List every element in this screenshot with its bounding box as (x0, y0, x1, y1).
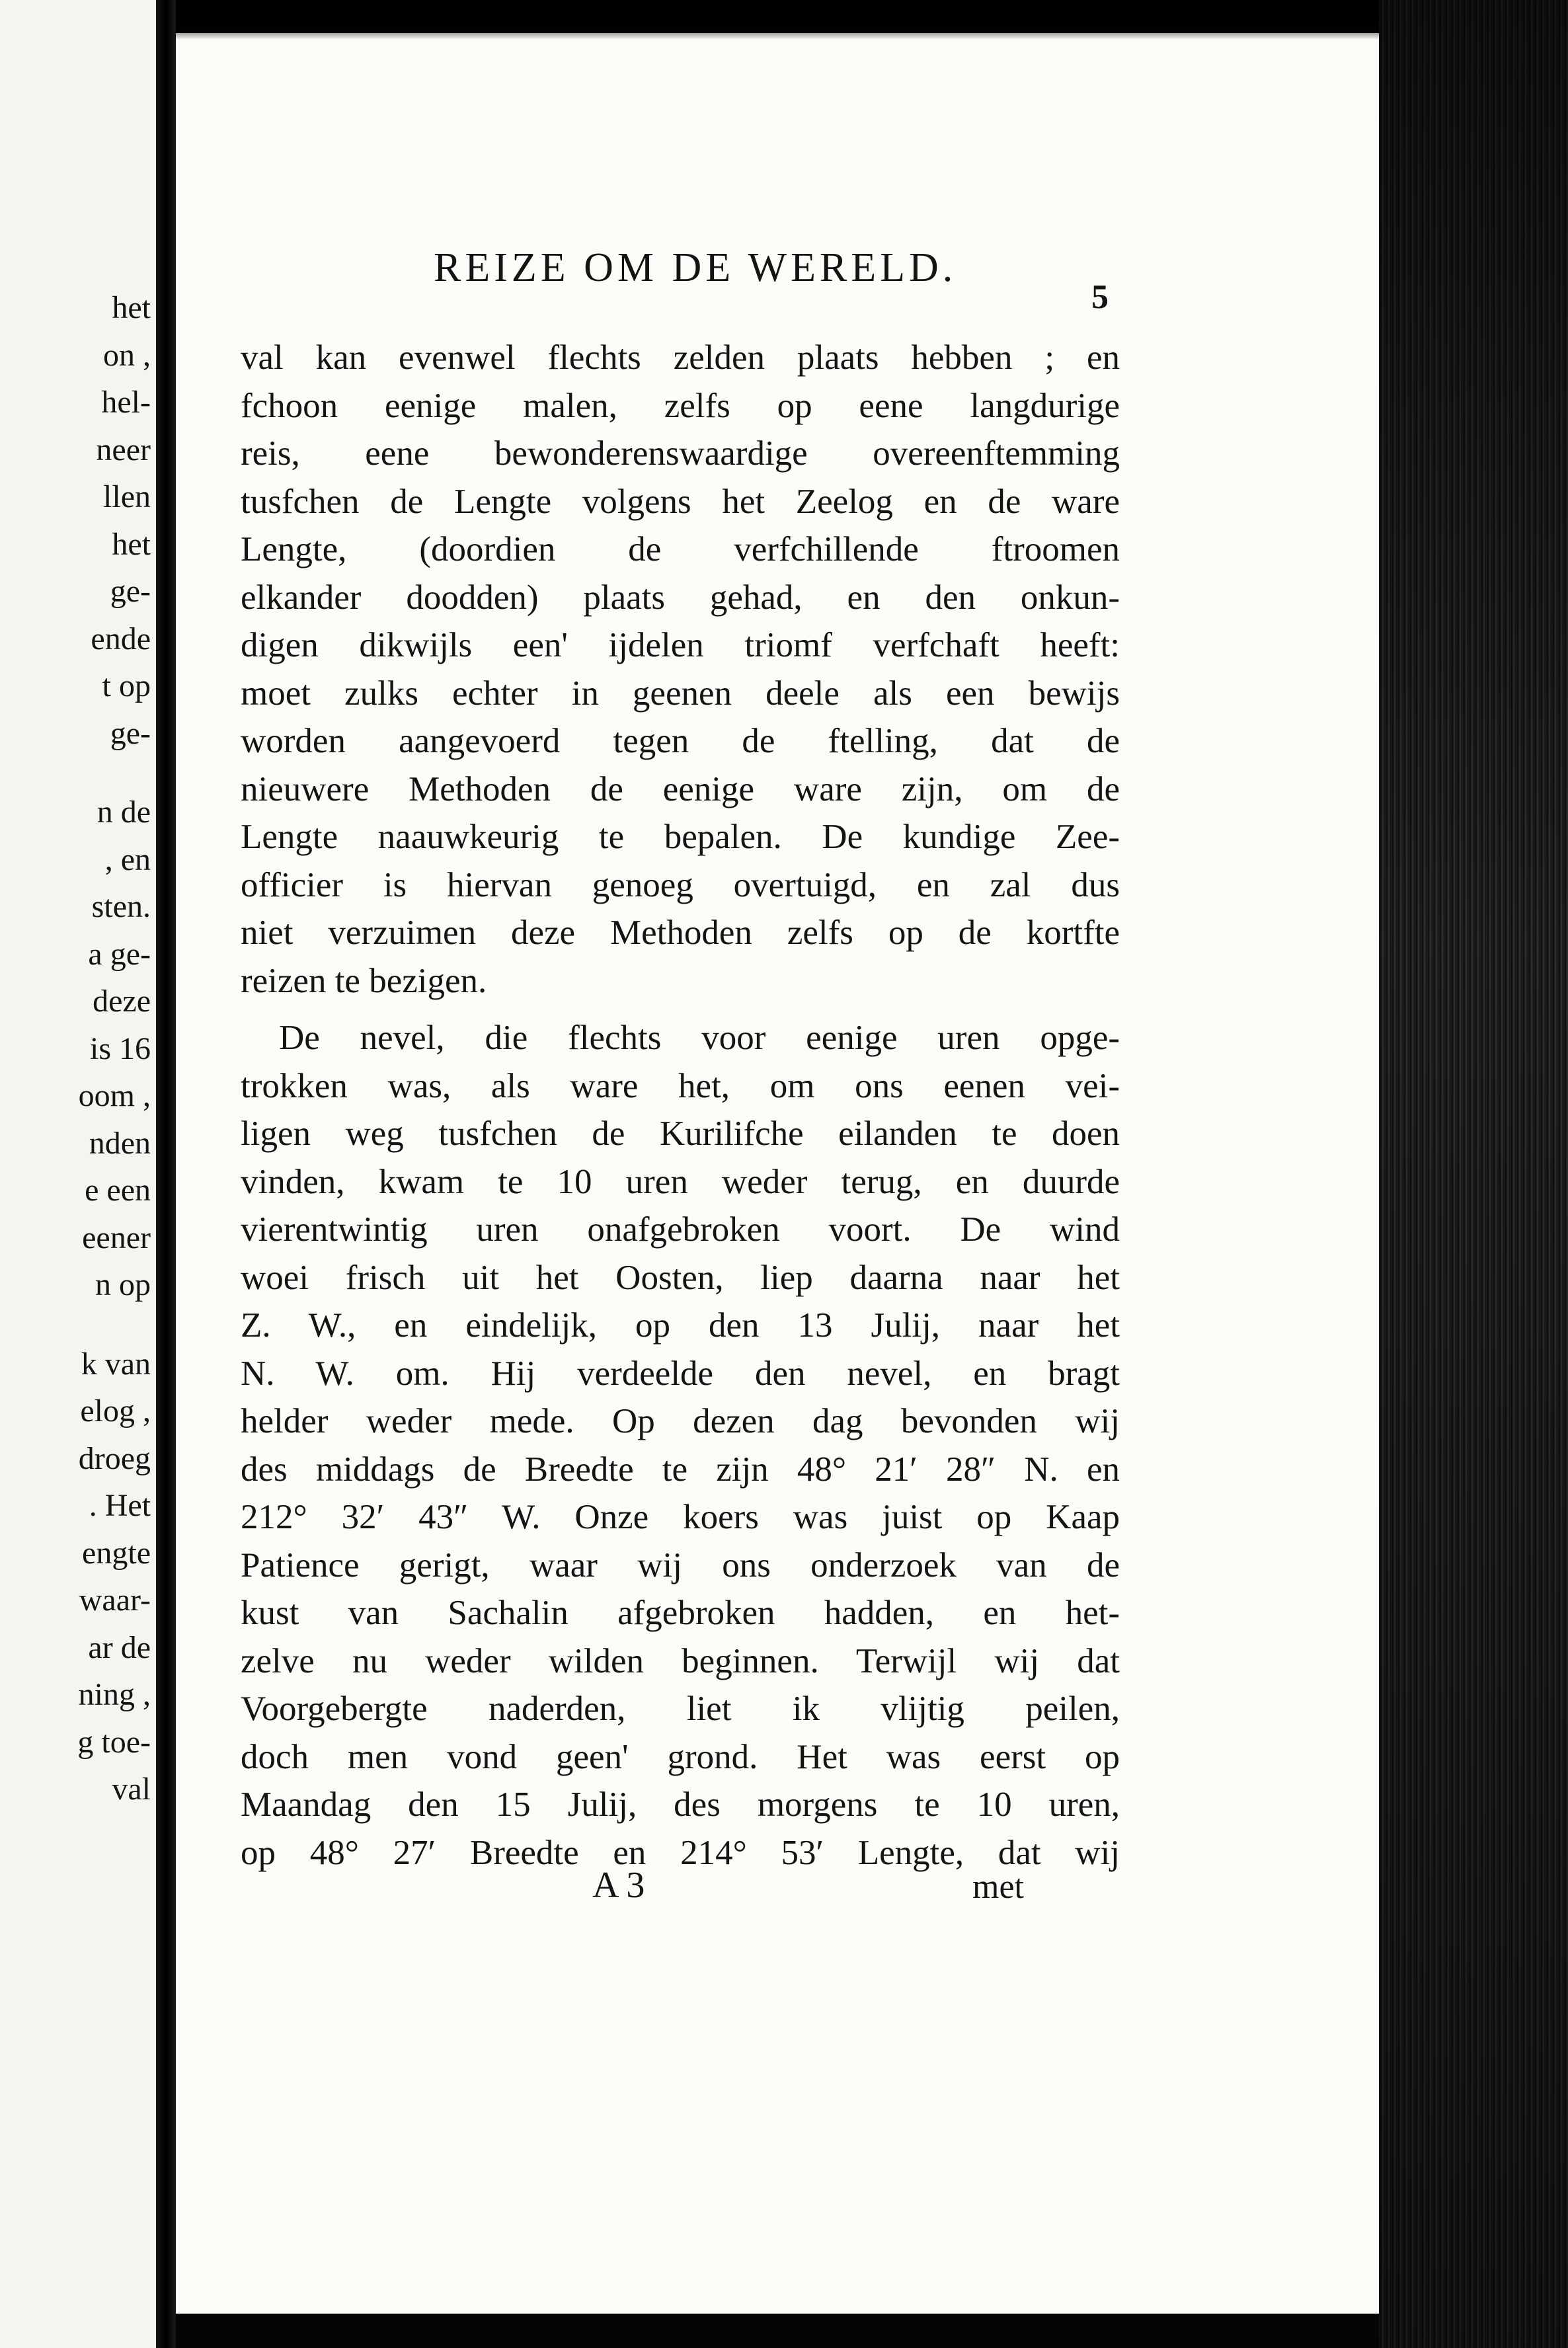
text-line: De nevel, die flechts voor eenige uren opge- (279, 1019, 1120, 1057)
text-line: kust van Sachalin afgebroken hadden, en het- (241, 1594, 1120, 1632)
left-line: is 16 (89, 1031, 151, 1066)
left-line: n de (97, 795, 151, 830)
catchword: met (972, 1868, 1024, 1906)
left-line: engte (82, 1535, 151, 1571)
left-line: g toe- (77, 1724, 151, 1760)
left-line: . Het (89, 1488, 151, 1523)
text-line: Lengte naauwkeurig te bepalen. De kundige Zee- (241, 818, 1120, 856)
text-line: Patience gerigt, waar wij ons onderzoek van de (241, 1546, 1120, 1585)
left-line: het (112, 526, 151, 562)
left-line: n op (95, 1267, 151, 1302)
text-line: nieuwere Methoden de eenige ware zijn, om de (241, 769, 1120, 808)
left-line: waar- (79, 1583, 151, 1618)
text-line: moet zulks echter in geenen deele als een bewijs (241, 674, 1120, 713)
body-text (241, 334, 1120, 1877)
signature-mark: A 3 (592, 1865, 645, 1906)
left-line: het (112, 290, 151, 325)
text-line: des middags de Breedte te zijn 48° 21′ 28″ N. en (241, 1450, 1120, 1489)
left-line: t op (102, 668, 151, 703)
text-line: worden aangevoerd tegen de ftelling, dat de (241, 722, 1120, 760)
text-line: 212° 32′ 43″ W. Onze koers was juist op Kaap (241, 1498, 1120, 1536)
left-line: eener (82, 1220, 151, 1255)
left-page-text (0, 284, 151, 1813)
right-page (176, 33, 1379, 2314)
text-line: niet verzuimen deze Methoden zelfs op de kortfte (241, 914, 1120, 952)
text-line: vinden, kwam te 10 uren weder terug, en duurde (241, 1162, 1120, 1201)
text-line: val kan evenwel flechts zelden plaats hebben ; en (241, 338, 1120, 377)
left-line: neer (96, 432, 151, 467)
text-line: helder weder mede. Op dezen dag bevonden wij (241, 1402, 1120, 1440)
text-line: reis, eene bewonderenswaardige overeenftemming (241, 434, 1120, 473)
left-line: on , (103, 337, 151, 373)
text-line: trokken was, als ware het, om ons eenen vei- (241, 1066, 1120, 1105)
left-line: ar de (88, 1629, 151, 1665)
text-line: Z. W., en eindelijk, op den 13 Julij, naar het (241, 1306, 1120, 1345)
left-line: sten. (91, 889, 151, 924)
text-line: fchoon eenige malen, zelfs op eene langdurige (241, 386, 1120, 425)
text-line: ligen weg tusfchen de Kurilifche eilanden te doen (241, 1115, 1120, 1153)
left-line: ende (91, 621, 151, 656)
left-line: k van (81, 1346, 151, 1382)
left-line: oom , (78, 1078, 151, 1113)
text-line: reizen te bezigen. (241, 961, 487, 1000)
running-title: REIZE OM DE WERELD. (434, 245, 957, 290)
text-line: elkander doodden) plaats gehad, en den onkun- (241, 578, 1120, 617)
text-line: op 48° 27′ Breedte en 214° 53′ Lengte, dat wij (241, 1833, 1120, 1872)
left-line: a ge- (88, 936, 151, 972)
text-line: woei frisch uit het Oosten, liep daarna naar het (241, 1258, 1120, 1297)
left-line: e een (85, 1173, 151, 1208)
text-line: Maandag den 15 Julij, des morgens te 10 uren, (241, 1785, 1120, 1824)
left-line: nden (89, 1125, 151, 1161)
page-number: 5 (1091, 278, 1109, 316)
left-line: elog , (80, 1393, 151, 1428)
text-line: tusfchen de Lengte volgens het Zeelog en de ware (241, 482, 1120, 521)
text-line: Voorgebergte naderden, liet ik vlijtig peilen, (241, 1690, 1120, 1728)
left-line: ning , (78, 1677, 151, 1712)
text-line: vierentwintig uren onafgebroken voort. De wind (241, 1210, 1120, 1249)
left-line: , en (104, 841, 151, 877)
left-line: ge- (110, 574, 151, 609)
text-line: doch men vond geen' grond. Het was eerst op (241, 1737, 1120, 1776)
text-line: zelve nu weder wilden beginnen. Terwijl wij dat (241, 1641, 1120, 1680)
left-line: llen (103, 479, 151, 514)
left-line: ge- (110, 715, 151, 751)
top-shadow (176, 0, 1379, 40)
text-line: N. W. om. Hij verdeelde den nevel, en bragt (241, 1354, 1120, 1393)
left-page (0, 0, 156, 2348)
left-line: val (112, 1772, 151, 1807)
left-line: droeg (78, 1440, 151, 1476)
text-line: digen dikwijls een' ijdelen triomf verfchaft heeft: (241, 626, 1120, 664)
text-line: Lengte, (doordien de verfchillende ftroomen (241, 530, 1120, 568)
page-block-shade (1379, 0, 1568, 2348)
text-line: officier is hiervan genoeg overtuigd, en zal dus (241, 865, 1120, 904)
left-line: deze (93, 984, 151, 1019)
left-line: hel- (101, 385, 151, 420)
book-gutter (156, 0, 176, 2348)
